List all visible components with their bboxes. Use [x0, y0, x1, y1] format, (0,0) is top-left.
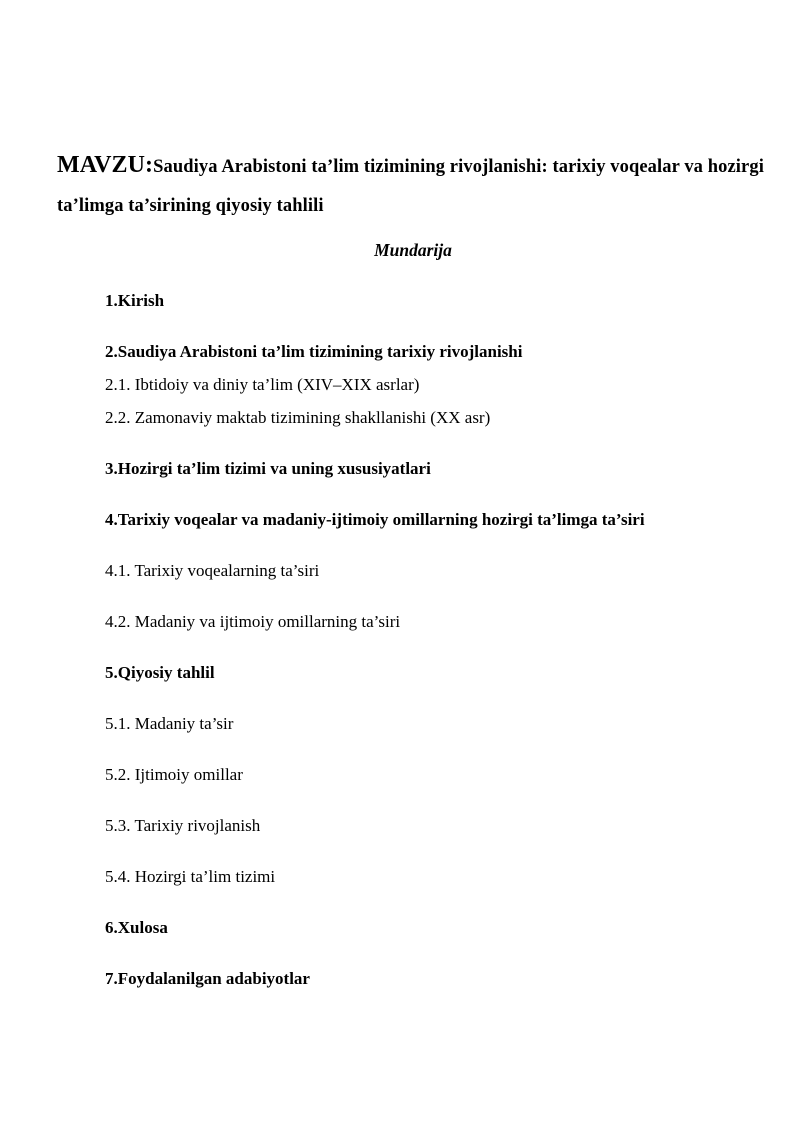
toc-item: 2.Saudiya Arabistoni ta’lim tizimining tarixiy rivojlanishi	[105, 342, 523, 361]
title-text-line2: ta’limga ta’sirining qiyosiy tahlili	[57, 196, 324, 216]
toc-item: 4.Tarixiy voqealar va madaniy-ijtimoiy omillarning hozirgi ta’limga ta’siri	[105, 510, 645, 529]
toc-item: 3.Hozirgi ta’lim tizimi va uning xususiyatlari	[105, 459, 431, 478]
toc-item: 5.4. Hozirgi ta’lim tizimi	[105, 867, 276, 886]
toc-item: 2.2. Zamonaviy maktab tizimining shakllanishi (XX asr)	[105, 408, 491, 427]
toc-heading: Mundarija	[374, 240, 452, 260]
toc-item: 4.2. Madaniy va ijtimoiy omillarning ta’siri	[105, 612, 401, 631]
title-text-line1: Saudiya Arabistoni ta’lim tizimining rivojlanishi: tarixiy voqealar va hozirgi	[153, 157, 764, 177]
toc-item: 5.3. Tarixiy rivojlanish	[105, 816, 261, 835]
toc-item: 2.1. Ibtidoiy va diniy ta’lim (XIV–XIX asrlar)	[105, 375, 420, 394]
document-title	[57, 146, 765, 226]
toc-item: 7.Foydalanilgan adabiyotlar	[105, 969, 310, 988]
toc-item: 4.1. Tarixiy voqealarning ta’siri	[105, 561, 320, 580]
toc-item: 5.1. Madaniy ta’sir	[105, 714, 234, 733]
toc-item: 5.2. Ijtimoiy omillar	[105, 765, 243, 784]
toc-list	[105, 290, 760, 990]
toc-item: 1.Kirish	[105, 291, 165, 310]
title-prefix: MAVZU:	[57, 152, 154, 178]
toc-item: 6.Xulosa	[105, 918, 168, 937]
toc-item: 5.Qiyosiy tahlil	[105, 663, 215, 682]
